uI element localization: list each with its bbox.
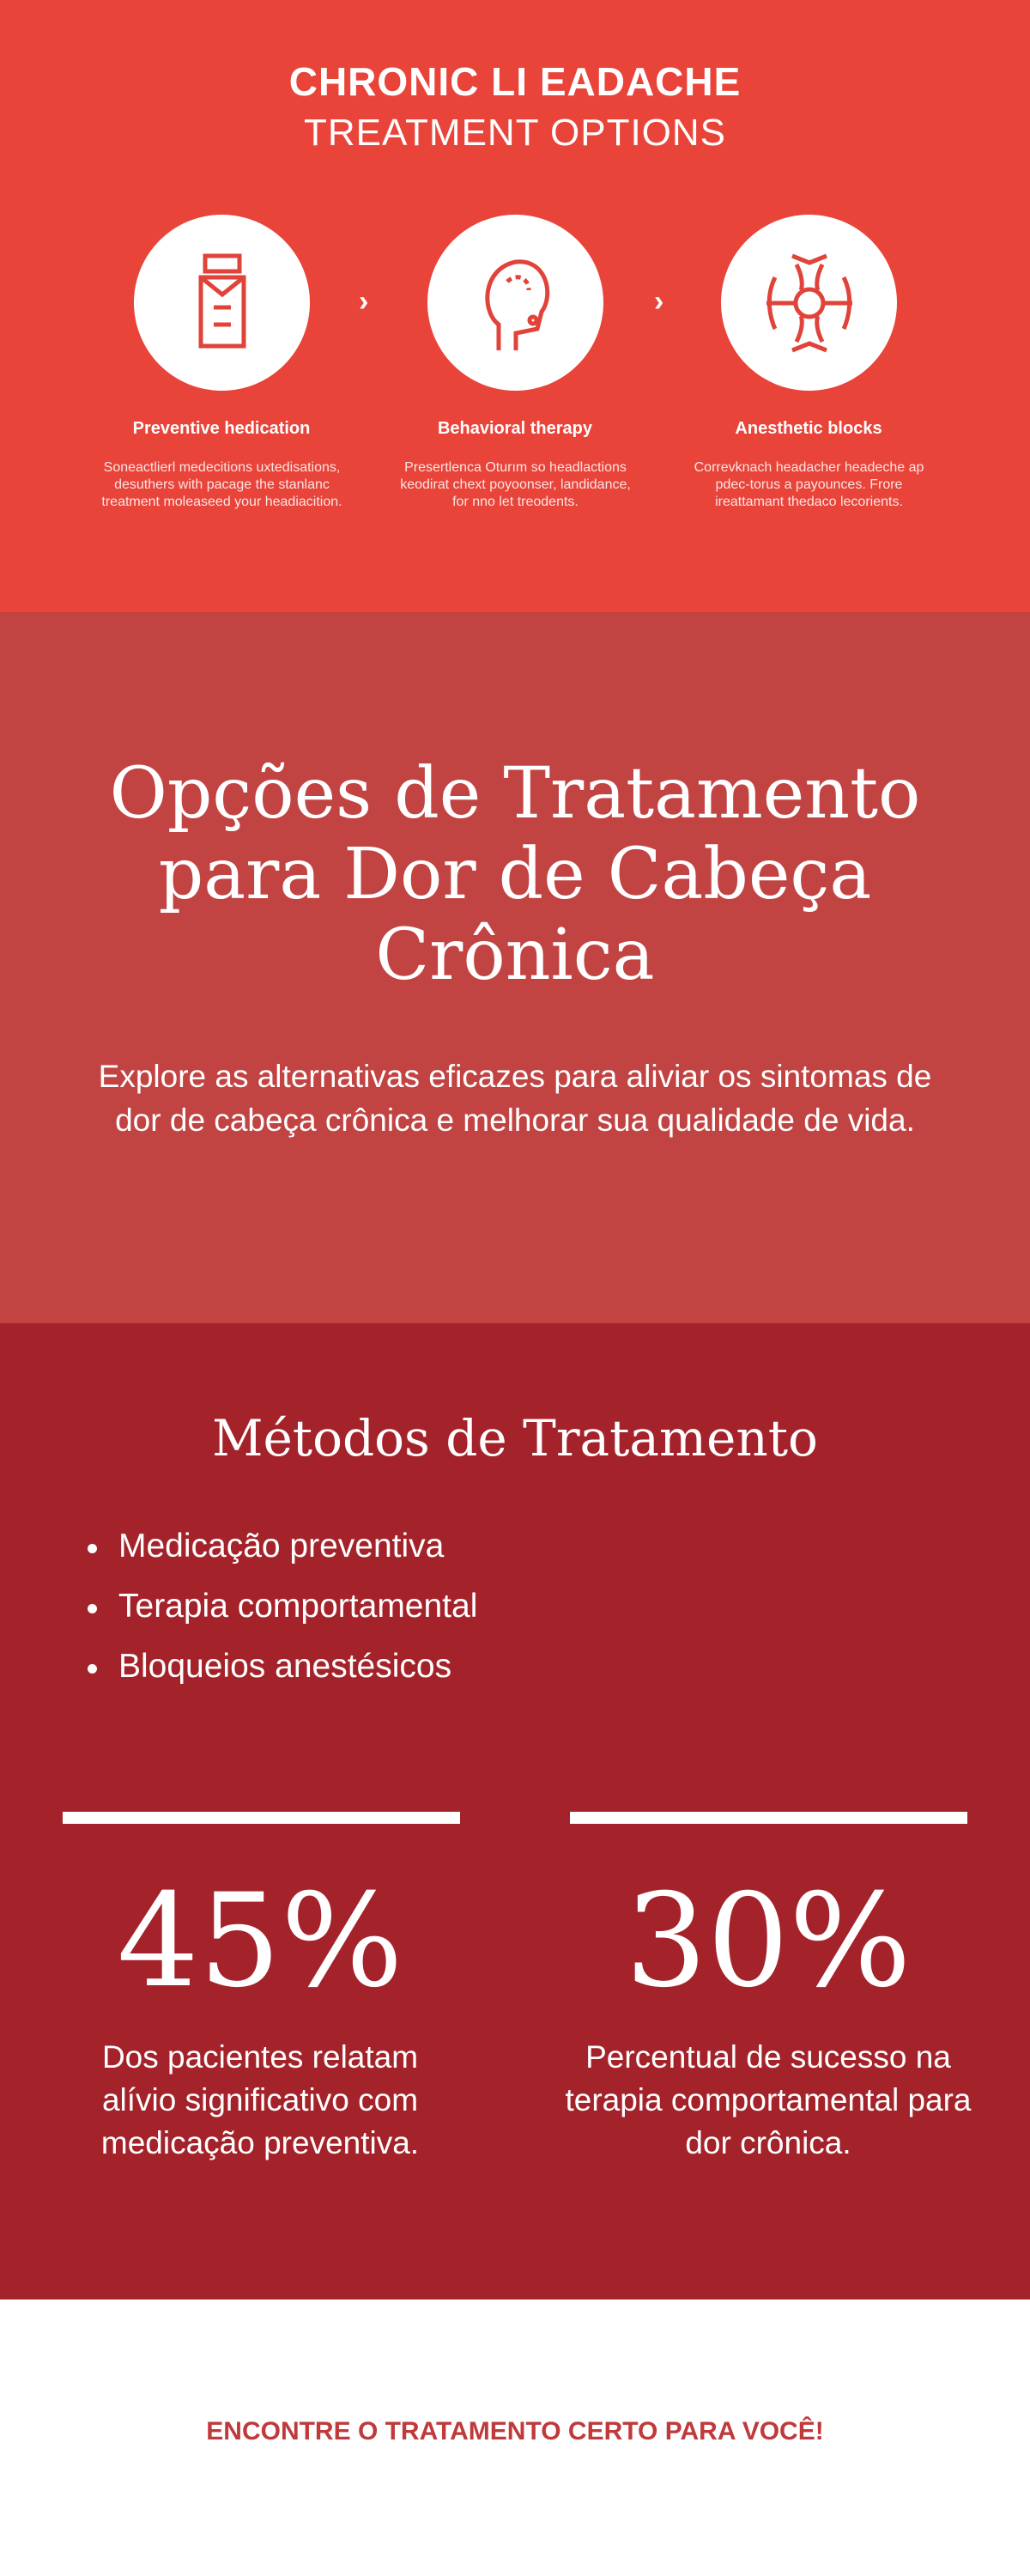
nerve-block-icon [721,215,897,391]
intro-section [0,612,1030,1323]
cta-text[interactable]: ENCONTRE O TRATAMENTO CERTO PARA VOCÊ! [206,2417,824,2445]
divider [63,1812,460,1824]
list-item: Medicação preventiva [84,1516,477,1577]
medicine-bottle-icon [134,215,310,391]
option-label: Behavioral therapy [437,419,593,438]
head-brain-icon [427,215,603,391]
stat-description: Percentual de sucesso na terapia comportamental para dor crônica. [565,2039,972,2160]
stat-description: Dos pacientes relatam alívio significativo com medicação preventiva. [100,2039,420,2160]
methods-list [84,1516,477,1697]
list-item: Terapia comportamental [84,1577,477,1637]
methods-section [0,1323,1030,2300]
stat-value: 30% [625,1867,912,2016]
intro-subtitle: Explore as alternativas eficazes para aliviar os sintomas de dor de cabeça crônica e melhorar sua qualidade de vida. [98,1059,932,1138]
arrow-icon: › [654,285,664,318]
stat-value: 45% [117,1867,403,2016]
option-description: Presertlenca Oturım so headlactions keodirat chext poyoonser, landidance, for nno let treodents. [400,460,631,509]
option-label: Preventive hedication [132,419,311,438]
methods-title: Métodos de Tratamento [212,1409,818,1467]
option-description: Correvknach headacher headeche ap pdec-torus a payounces. Frore ireattamant thedaco lecorients. [694,460,924,509]
option-description: Soneactlierl medecitions uxtedisations, desuthers with pacage the stanlanc treatment moleaseed your headiacition. [101,460,342,509]
footer [0,2300,1030,2576]
arrow-icon: › [359,285,369,318]
page-title: Opções de Tratamento para Dor de Cabeça Crônica [109,753,921,996]
divider [570,1812,967,1824]
hero-title-line2: TREATMENT OPTIONS [303,112,727,154]
hero-infographic [0,0,1030,612]
hero-title-line1: CHRONIC LI EADACHE [288,59,742,104]
option-label: Anesthetic blocks [735,419,882,438]
list-item: Bloqueios anestésicos [84,1637,477,1697]
